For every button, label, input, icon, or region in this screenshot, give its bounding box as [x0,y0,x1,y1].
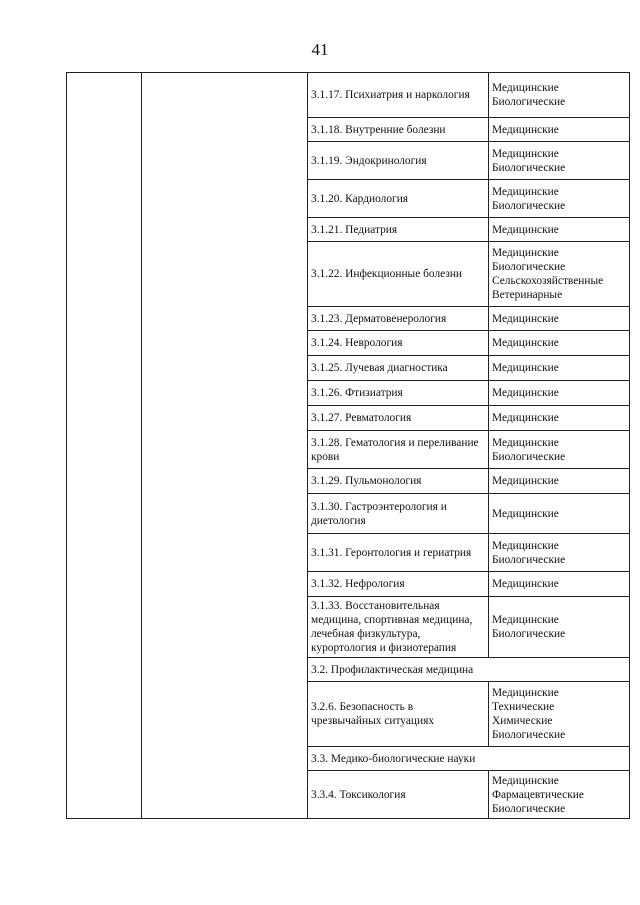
specialty-name: 3.1.28. Гематология и переливание крови [308,431,489,469]
specialty-name: 3.1.25. Лучевая диагностика [308,356,489,381]
specialty-name: 3.1.27. Ревматология [308,406,489,431]
science-field: Медицинские [492,247,559,259]
science-field: Медицинские [492,387,559,399]
science-fields [489,142,630,180]
science-fields [489,307,630,331]
science-field: Биологические [492,96,566,108]
group-heading: 3.2. Профилактическая медицина [308,658,630,682]
science-fields [489,431,630,469]
specialty-name: 3.1.19. Эндокринология [308,142,489,180]
specialty-name: 3.1.23. Дерматовенерология [308,307,489,331]
science-field: Биологические [492,729,566,741]
blank-column-1 [67,73,142,819]
science-fields [489,572,630,597]
specialty-name: 3.1.32. Нефрология [308,572,489,597]
blank-column-2 [142,73,308,819]
science-fields [489,682,630,747]
science-field: Фармацевтические [492,788,584,801]
science-field: Медицинские [492,312,559,325]
science-fields [489,597,630,658]
science-field: Биологические [492,628,566,640]
science-field: Медицинские [492,507,559,520]
science-field: Медицинские [492,774,559,787]
science-fields [489,381,630,406]
science-field: Медицинские [492,123,559,136]
science-field: Медицинские [492,412,559,424]
science-field: Медицинские [492,687,559,699]
science-fields [489,469,630,494]
specialty-name: 3.1.31. Геронтология и гериатрия [308,534,489,572]
science-fields [489,494,630,534]
science-fields [489,771,630,819]
science-field: Биологические [492,161,566,174]
science-fields [489,180,630,218]
specialty-name: 3.2.6. Безопасность в чрезвычайных ситуациях [308,682,489,747]
science-field: Медицинские [492,362,559,374]
science-field: Медицинские [492,185,559,198]
specialty-name: 3.1.29. Пульмонология [308,469,489,494]
science-fields [489,534,630,572]
science-field: Сельскохозяйственные [492,275,604,287]
specialty-name: 3.1.26. Фтизиатрия [308,381,489,406]
specialty-name: 3.1.17. Психиатрия и наркология [308,73,489,118]
science-fields [489,73,630,118]
science-field: Биологические [492,199,566,212]
science-fields [489,242,630,307]
science-field: Медицинские [492,578,559,590]
table-row [67,73,630,118]
specialty-name: 3.1.30. Гастроэнтерология и диетология [308,494,489,534]
specialty-name: 3.1.21. Педиатрия [308,218,489,242]
science-fields [489,406,630,431]
page-number: 41 [311,40,329,59]
specialties-table [66,72,630,819]
specialty-name: 3.1.18. Внутренние болезни [308,118,489,142]
science-field: Биологические [492,450,566,463]
science-field: Биологические [492,261,566,273]
science-field: Медицинские [492,82,559,94]
science-field: Технические [492,701,555,713]
science-field: Ветеринарные [492,289,563,301]
group-heading: 3.3. Медико-биологические науки [308,747,630,771]
science-fields [489,118,630,142]
specialty-name: 3.1.22. Инфекционные болезни [308,242,489,307]
science-field: Биологические [492,802,566,815]
science-field: Медицинские [492,223,559,236]
science-fields [489,218,630,242]
science-fields [489,356,630,381]
specialty-name: 3.1.20. Кардиология [308,180,489,218]
science-field: Химические [492,715,553,727]
science-fields [489,331,630,356]
science-field: Биологические [492,553,566,566]
specialty-name: 3.1.33. Восстановительная медицина, спортивная медицина, лечебная физкультура, курортология и физиотерапия [308,597,489,658]
specialty-name: 3.3.4. Токсикология [308,771,489,819]
science-field: Медицинские [492,475,559,487]
specialty-name: 3.1.24. Неврология [308,331,489,356]
science-field: Медицинские [492,436,559,449]
science-field: Медицинские [492,147,559,160]
science-field: Медицинские [492,614,559,626]
science-field: Медицинские [492,539,559,552]
science-field: Медицинские [492,337,559,349]
